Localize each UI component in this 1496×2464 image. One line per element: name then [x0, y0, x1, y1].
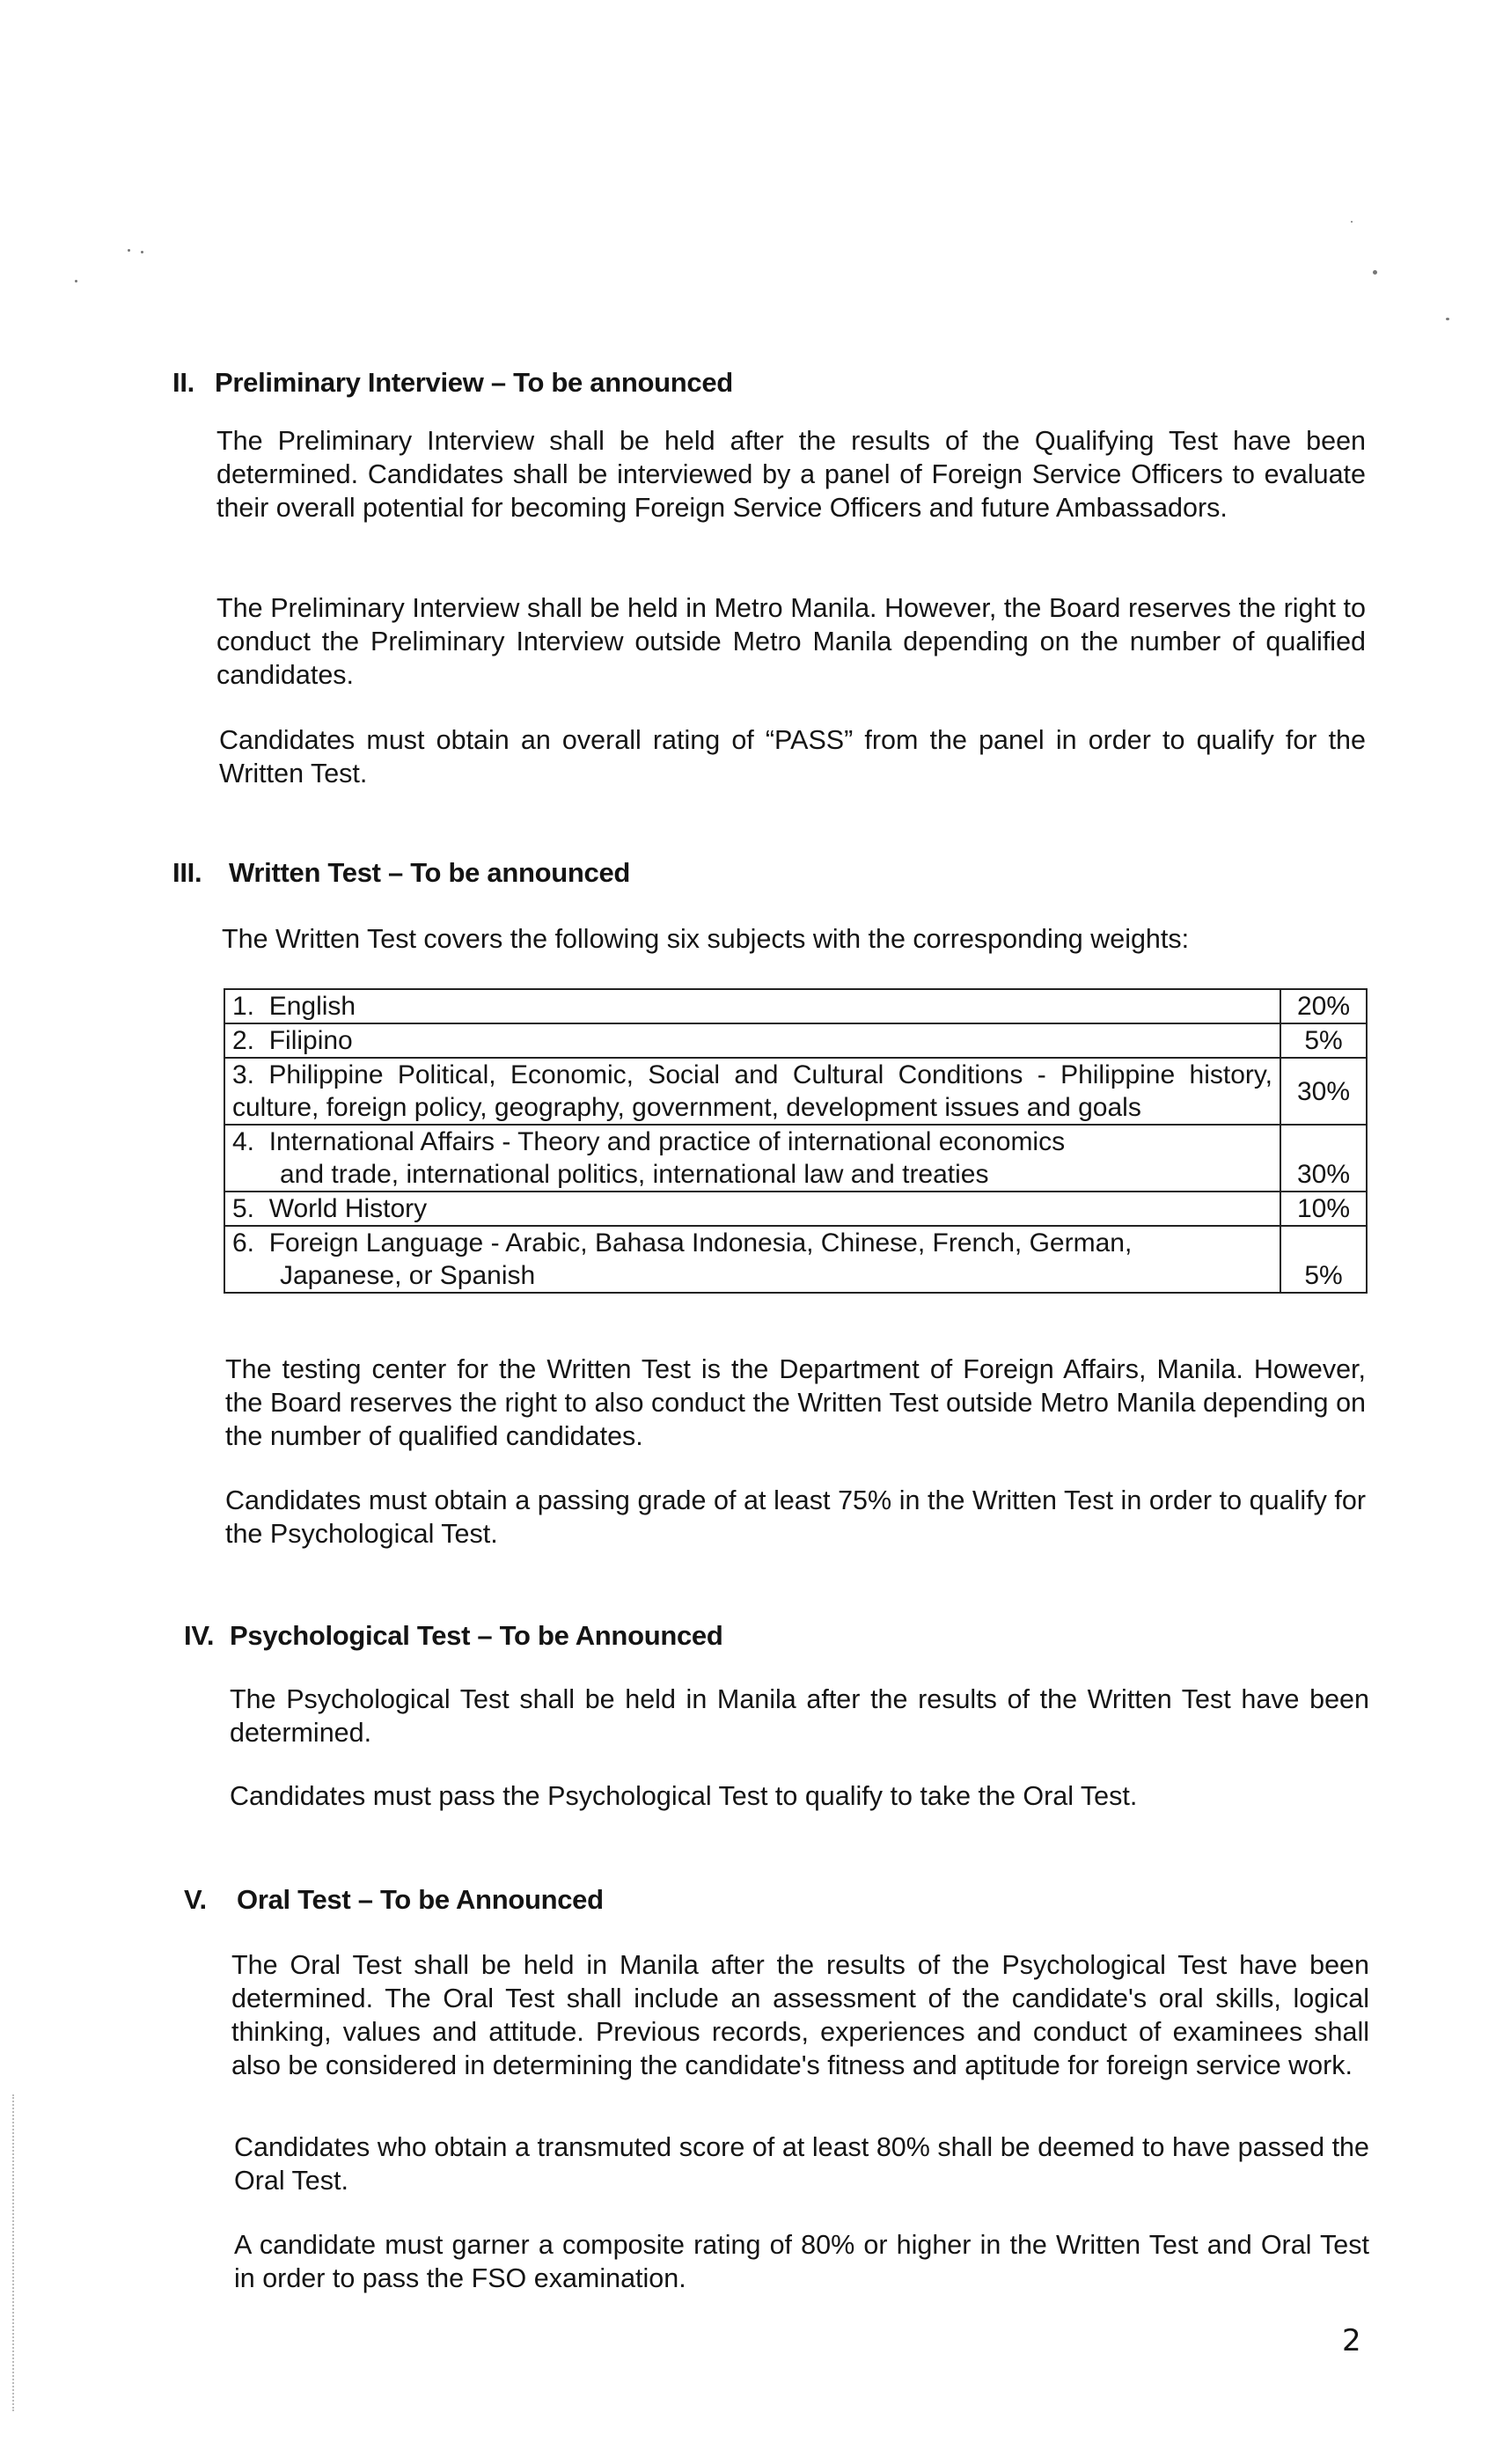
section-iv-number: IV. [184, 1620, 215, 1651]
section-iv-paragraph-2: Candidates must pass the Psychological Test to qualify to take the Oral Test. [230, 1781, 1138, 1811]
page-number: 2 [1342, 2323, 1361, 2358]
scan-speck [128, 249, 130, 252]
subject-name: Foreign Language - Arabic, Bahasa Indonesia, Chinese, French, German, [268, 1228, 1133, 1258]
section-ii-heading [172, 367, 733, 399]
section-ii-number: II. [172, 367, 194, 398]
table-row [224, 1058, 1367, 1125]
section-iv-title: Psychological Test – To be Announced [230, 1620, 723, 1651]
table-row [224, 989, 1367, 1023]
section-ii-paragraph-2: The Preliminary Interview shall be held in Metro Manila. However, the Board reserves the right to conduct the Preliminary Interview outside Metro Manila depending on the number of qualified candidates. [216, 593, 1366, 690]
subject-name: Philippine Political, Economic, Social and Cultural Conditions - Philippine history, culture, foreign policy, geography, government, development issues and goals [232, 1060, 1272, 1122]
table-row [224, 1192, 1367, 1226]
subject-number: 6. [232, 1228, 255, 1258]
weight-cell: 30% [1280, 1058, 1367, 1125]
section-iii-paragraph-1: The testing center for the Written Test is the Department of Foreign Affairs, Manila. However, the Board reserves the right to also conduct the Written Test outside Metro Manila depending on the number of qualified candidates. [225, 1354, 1366, 1451]
section-v-number: V. [184, 1884, 207, 1915]
scan-edge-line [12, 2094, 14, 2411]
subjects-weights-table [224, 988, 1368, 1294]
weight-cell: 20% [1280, 989, 1367, 1023]
scan-speck [1351, 221, 1353, 223]
section-iv-paragraph-1: The Psychological Test shall be held in Manila after the results of the Written Test have been determined. [230, 1684, 1369, 1748]
subject-name-continued: and trade, international politics, international law and treaties [280, 1160, 989, 1189]
section-v-paragraph-1: The Oral Test shall be held in Manila after the results of the Psychological Test have been determined. The Oral Test shall include an assessment of the candidate's oral skills, logical thinking, values and attitude. Previous records, experiences and conduct of examinees shall also be considered in determining the candidate's fitness and aptitude for foreign service work. [231, 1950, 1369, 2080]
table-row [224, 1023, 1367, 1058]
scan-speck [1373, 270, 1377, 275]
section-v-title: Oral Test – To be Announced [237, 1884, 604, 1915]
section-ii-title: Preliminary Interview – To be announced [215, 367, 733, 398]
subject-cell [224, 1058, 1280, 1125]
section-iii-paragraph-2: Candidates must obtain a passing grade of at least 75% in the Written Test in order to qualify for the Psychological Test. [225, 1485, 1366, 1549]
weight-cell: 5% [1280, 1226, 1367, 1293]
table-row [224, 1125, 1367, 1192]
weight-cell: 30% [1280, 1125, 1367, 1192]
subject-name: English [268, 992, 356, 1021]
section-iii-title: Written Test – To be announced [229, 857, 631, 888]
subject-name: International Affairs - Theory and practice of international economics [268, 1127, 1066, 1156]
subject-cell [224, 989, 1280, 1023]
section-iii-heading [172, 857, 630, 889]
table-row [224, 1226, 1367, 1293]
section-iii-intro: The Written Test covers the following six subjects with the corresponding weights: [222, 924, 1190, 954]
section-ii-paragraph-1: The Preliminary Interview shall be held after the results of the Qualifying Test have been determined. Candidates shall be interviewed by a panel of Foreign Service Officers to evaluate their overall potential for becoming Foreign Service Officers and future Ambassadors. [216, 426, 1366, 523]
subject-cell [224, 1125, 1280, 1192]
subject-number: 5. [232, 1194, 255, 1223]
section-iii-number: III. [172, 857, 202, 888]
subject-number: 3. [232, 1060, 255, 1089]
section-v-heading [184, 1884, 604, 1916]
section-v-paragraph-2: Candidates who obtain a transmuted score of at least 80% shall be deemed to have passed the Oral Test. [234, 2132, 1369, 2196]
scan-speck [1446, 318, 1449, 320]
scan-speck [141, 251, 143, 253]
subject-number: 4. [232, 1127, 255, 1156]
subject-cell [224, 1226, 1280, 1293]
section-iv-heading [184, 1620, 723, 1652]
subject-cell [224, 1023, 1280, 1058]
weight-cell: 5% [1280, 1023, 1367, 1058]
section-v-paragraph-3: A candidate must garner a composite rating of 80% or higher in the Written Test and Oral Test in order to pass the FSO examination. [234, 2230, 1369, 2293]
subject-number: 2. [232, 1026, 255, 1055]
subject-name: World History [268, 1194, 428, 1223]
weight-cell: 10% [1280, 1192, 1367, 1226]
subject-name: Filipino [268, 1026, 353, 1055]
subject-number: 1. [232, 992, 255, 1021]
subject-name-continued: Japanese, or Spanish [280, 1261, 536, 1290]
scan-speck [75, 280, 77, 282]
section-ii-paragraph-3: Candidates must obtain an overall rating of “PASS” from the panel in order to qualify for the Written Test. [219, 725, 1366, 788]
subject-cell [224, 1192, 1280, 1226]
